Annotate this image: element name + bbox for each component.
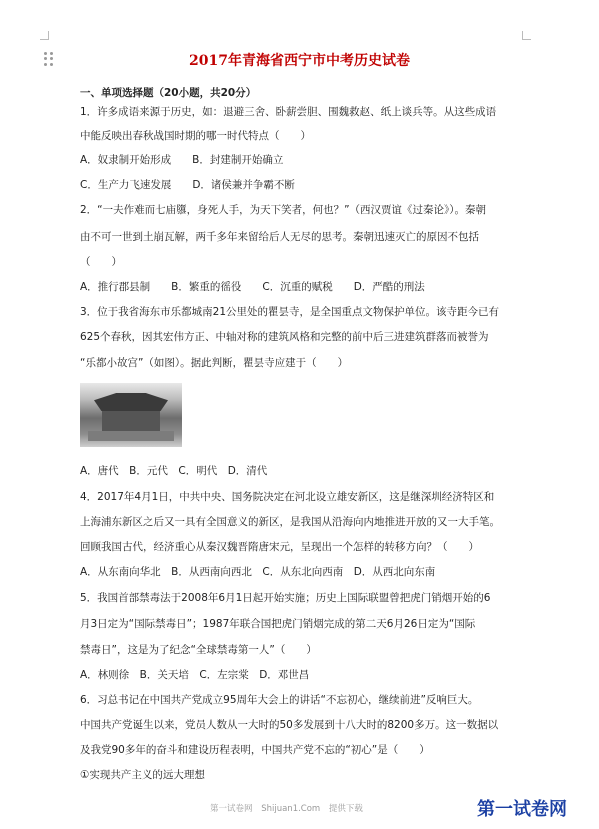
text-line: 5．我国首部禁毒法于2008年6月1日起开始实施；历史上国际联盟曾把虎门销烟开始的6 xyxy=(80,592,491,604)
text-line: 月3日定为“国际禁毒日”；1987年联合国把虎门销烟完成的第二天6月26日定为“国际 xyxy=(80,618,476,630)
page-corner-mark xyxy=(40,31,49,40)
text-line: 中能反映出春秋战国时期的哪一时代特点（ ） xyxy=(80,130,311,142)
text-line: 中国共产党诞生以来，党员人数从一大时的50多发展到十八大时的8200多万。这一数据以 xyxy=(80,719,499,731)
text-line: A．从东南向华北 B．从西南向西北 C．从东北向西南 D．从西北向东南 xyxy=(80,566,436,578)
text-line: 625个春秋，因其宏伟方正、中轴对称的建筑风格和完整的前中后三进建筑群落而被誉为 xyxy=(80,331,489,343)
text-line: 及我党90多年的奋斗和建设历程表明，中国共产党不忘的“初心”是（ ） xyxy=(80,744,430,756)
page-corner-mark xyxy=(522,31,531,40)
text-line: C．生产力飞速发展 D．诸侯兼并争霸不断 xyxy=(80,179,295,191)
text-line: 3．位于我省海东市乐都城南21公里处的瞿昙寺，是全国重点文物保护单位。该寺距今已有 xyxy=(80,306,500,318)
text-line: 回顾我国古代，经济重心从秦汉魏晋隋唐宋元，呈现出一个怎样的转移方向？（ ） xyxy=(80,541,479,553)
text-line: A．推行郡县制 B．繁重的徭役 C．沉重的赋税 D．严酷的刑法 xyxy=(80,281,425,293)
text-line: A．唐代 B．元代 C．明代 D．清代 xyxy=(80,465,268,477)
text-line: （ ） xyxy=(80,256,122,268)
footer-watermark: 第一试卷网 Shijuan1.Com 提供下载 xyxy=(210,804,363,814)
page-title: 2017年青海省西宁市中考历史试卷 xyxy=(189,53,410,69)
section-heading: 一、单项选择题（20小题，共20分） xyxy=(80,87,257,99)
temple-photo xyxy=(80,383,182,447)
text-line: 由不可一世到土崩瓦解，两千多年来留给后人无尽的思考。秦朝迅速灭亡的原因不包括 xyxy=(80,231,479,243)
text-line: A．林则徐 B．关天培 C．左宗棠 D．邓世昌 xyxy=(80,669,310,681)
text-line: 2．“一夫作难而七庙隳，身死人手，为天下笑者，何也？”（西汉贾谊《过秦论》）。秦朝 xyxy=(80,204,487,216)
text-line: “乐都小故宫”（如图）。据此判断，瞿昙寺应建于（ ） xyxy=(80,357,349,369)
text-line: 上海浦东新区之后又一具有全国意义的新区，是我国从沿海向内地推进开放的又一大手笔。 xyxy=(80,516,500,528)
text-line: 禁毒日”，这是为了纪念“全球禁毒第一人”（ ） xyxy=(80,644,317,656)
text-line: 6．习总书记在中国共产党成立95周年大会上的讲话“不忘初心，继续前进”反响巨大。 xyxy=(80,694,479,706)
brand-logo: 第一试卷网 xyxy=(477,799,567,820)
text-line: ①实现共产主义的远大理想 xyxy=(80,769,205,781)
text-line: 1．许多成语来源于历史，如：退避三舍、卧薪尝胆、围魏救赵、纸上谈兵等。从这些成语 xyxy=(80,106,497,118)
text-line: A．奴隶制开始形成 B．封建制开始确立 xyxy=(80,154,284,166)
text-line: 4．2017年4月1日，中共中央、国务院决定在河北设立雄安新区，这是继深圳经济特区和 xyxy=(80,491,495,503)
